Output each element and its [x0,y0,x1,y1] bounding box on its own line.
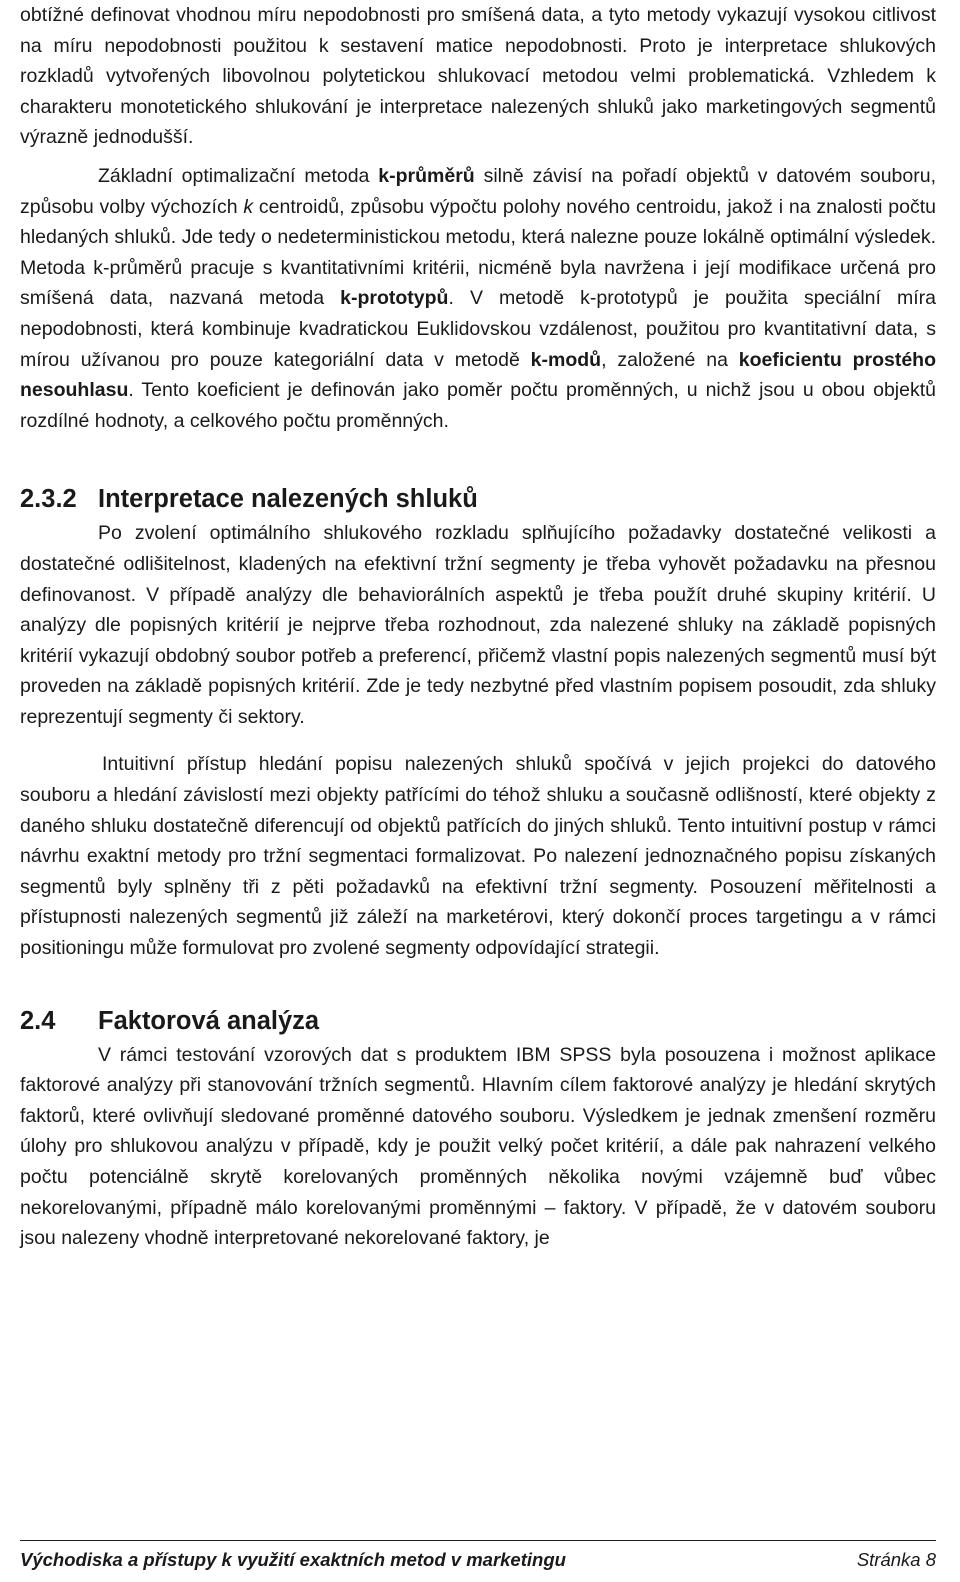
footer-title: Východiska a přístupy k využití exaktních metod v marketingu [20,1549,566,1570]
section-title: Interpretace nalezených shluků [98,485,478,514]
document-page [20,0,936,1254]
page-number: Stránka 8 [856,1549,936,1570]
text-run: . Tento koeficient je definován jako poměr počtu proměnných, u nichž jsou u obou objektů rozdílné hodnoty, a celkového počtu proměnných. [20,379,936,432]
text-run: , založené na [601,348,739,371]
section-2-4-paragraph-1: V rámci testování vzorových dat s produktem IBM SPSS byla posouzena i možnost aplikace faktorové analýzy při stanovování tržních segmentů. Hlavním cílem faktorové analýzy je hledání skrytých faktorů, které ovlivňují sledované proměnné datového souboru. Výsledkem je jednak zmenšení rozměru úlohy pro shlukovou analýzu v případě, kdy je použit velký počet kritérií, a dále pak nahrazení velkého počtu potenciálně skrytě korelovaných proměnných několika novými vzájemně buď vůbec nekorelovanými, případně málo korelovanými proměnnými – faktory. V případě, že v datovém souboru jsou nalezeny vhodně interpretované nekorelované faktory, je [20,1043,936,1250]
term-k-means: k-průměrů [378,164,475,187]
section-title: Faktorová analýza [98,1006,320,1035]
term-simple-mismatch-coefficient: koeficientu prostého nesouhlasu [20,348,937,402]
text-run: centroidů, způsobu výpočtu polohy nového centroidu, jakož i na znalosti počtu hledaných shluků. Jde tedy o nedeterministickou metodu, která nalezne pouze lokálně optimální výsledek. Metoda k-průměrů pracuje s kvantitativními kritérii, nicméně byla navržena i její modifikace určená pro smíšená data, nazvaná metoda [20,195,936,310]
text-run: Základní optimalizační metoda [98,164,379,187]
section-number: 2.3.2 [20,485,77,514]
variable-k: k [243,195,254,218]
section-2-3-2-paragraph-2: Intuitivní přístup hledání popisu nalezených shluků spočívá v jejich projekci do datového souboru a hledání závislostí mezi objekty patřícími do téhož shluku a současně odlišností, které objekty z daného shluku dostatečně diferencují od objektů patřících do jiných shluků. Tento intuitivní postup v rámci návrhu exaktní metody pro tržní segmentaci formalizovat. Po nalezení jednoznačného popisu získaných segmentů byly splněny tři z pěti požadavků na efektivní tržní segmenty. Posouzení měřitelnosti a přístupnosti nalezených segmentů již záleží na marketérovi, který dokončí proces targetingu a v rámci positioningu může formulovat pro zvolené segmenty odpovídající strategii. [20,753,936,960]
text-run: . V metodě k-prototypů je použita speciální míra nepodobnosti, která kombinuje kvadratickou Euklidovskou vzdálenost, použitou pro kvantitativní data, s mírou užívanou pro pouze kategoriální data v metodě [20,287,936,371]
intro-paragraph-2 [20,161,936,436]
section-number: 2.4 [20,1006,56,1035]
section-heading-2-4 [20,1004,936,1038]
text-run: silně závisí na pořadí objektů v datovém souboru, způsobu volby výchozích [20,164,936,218]
page-footer [20,1540,936,1571]
intro-paragraph-1: obtížné definovat vhodnou míru nepodobnosti pro smíšená data, a tyto metody vykazují vysokou citlivost na míru nepodobnosti použitou k sestavení matice nepodobnosti. Proto je interpretace shlukových rozkladů vytvořených libovolnou polytetickou shlukovací metodou velmi problematická. Vzhledem k charakteru monotetického shlukování je interpretace nalezených shluků jako marketingových segmentů výrazně jednodušší. [20,4,936,149]
term-k-prototypes: k-prototypů [340,287,449,310]
section-2-3-2-paragraph-1: Po zvolení optimálního shlukového rozkladu splňujícího požadavky dostatečné velikosti a dostatečné odlišitelnost, kladených na efektivní tržní segmenty je třeba vyhovět požadavku na přesnou definovanost. V případě analýzy dle behaviorálních aspektů je třeba použít druhé skupiny kritérií. U analýzy dle popisných kritérií je nejprve třeba rozhodnout, zda nalezené shluky na základě popisných kritérií vykazují obdobný soubor potřeb a preferencí, přičemž vlastní popis nalezených segmentů musí být proveden na základě popisných kritérií. Zde je tedy nezbytné před vlastním popisem posoudit, zda shluky reprezentují segmenty či sektory. [20,522,936,728]
section-heading-2-3-2 [20,482,936,516]
term-k-modes: k-modů [530,348,602,371]
